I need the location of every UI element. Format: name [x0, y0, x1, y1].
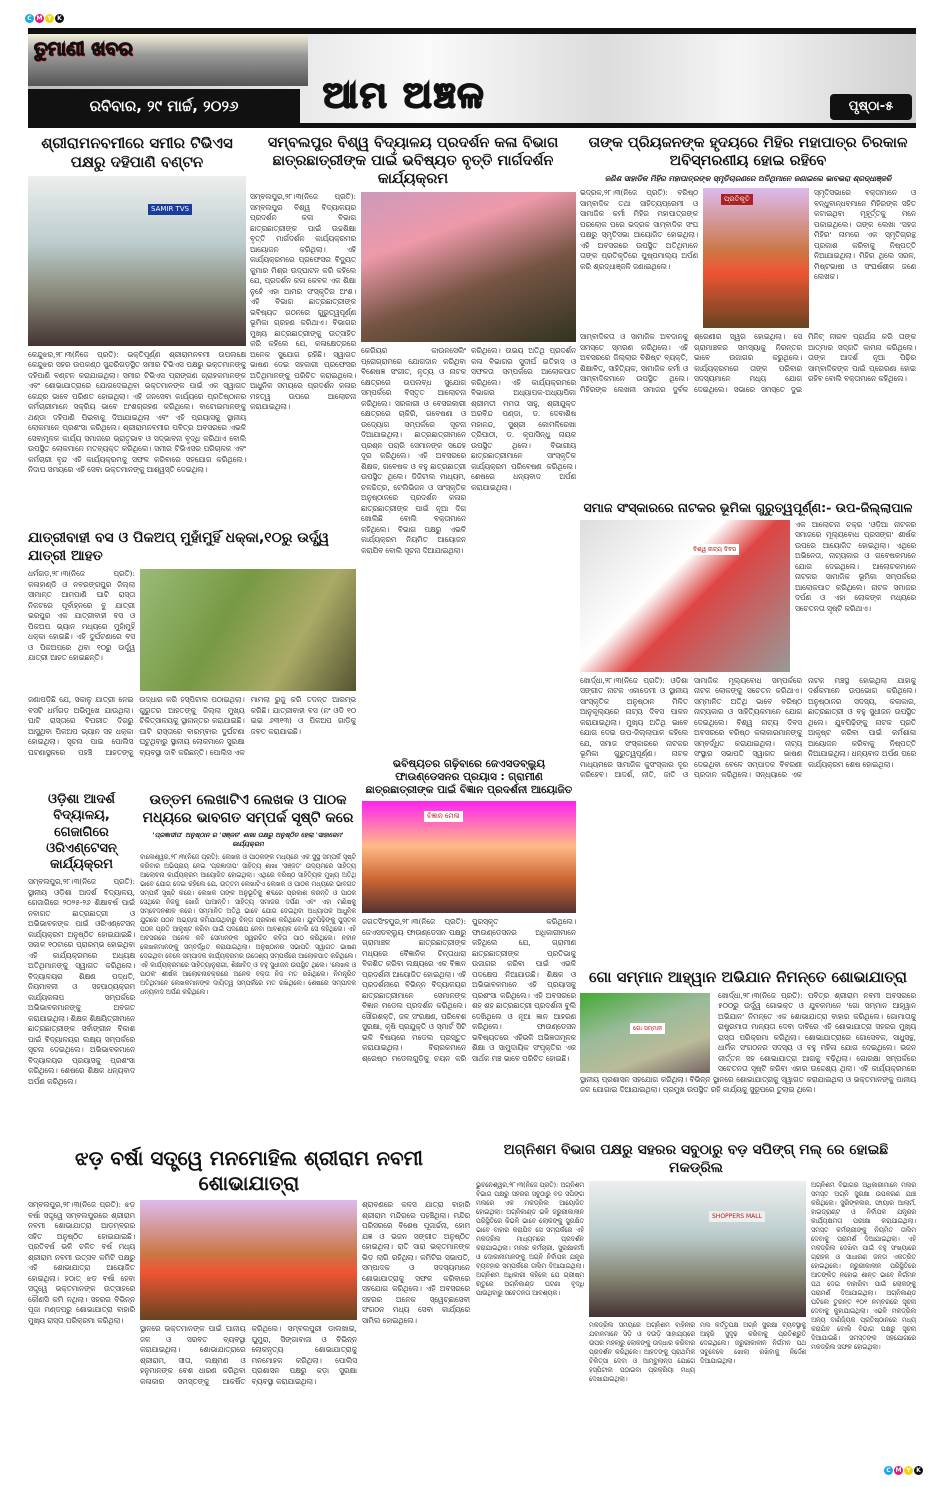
headline-go-samman: ଗୋ ସମ୍ମାନ ଆହ୍ୱାନ ଅଭିଯାନ ନିମନ୍ତେ ଶୋଭାଯାତ୍ରା — [589, 968, 907, 986]
subheadline-mihir: ଜଣିଶ ସାହାଡିକ ମିହିର ମହାପାତ୍ରଙ୍କ ସ୍ମୃତିଚାରଣରେ ଅତିଥିମାନେ ଜଣାଇଲେ ଭାବଭରା ଶ୍ରଦ୍ଧାଞ୍ଜଳି — [604, 174, 892, 184]
article-body-university-mid: କେରିୟର କାଉନସେଲିଂ ପ୍ରୋଗ୍ରାମରେ ଯୋଗଦାନ କରିଥିବା ବିଶେଷଜ୍ଞ ସଂଗୀତ, ନୃତ୍ୟ ଓ ନାଟକ କ୍ଷେତ୍ରରେ ଉପଲବ୍ଧ ସୁଯୋଗ ସମ୍ପର୍କରେ ବିସ୍ତୃତ ଆଲୋଚନା କରିଥିଲେ। ସରକାରୀ ଓ ବେସରକାରୀ କ୍ଷେତ୍ରରେ ଚାକିରି, ଗବେଷଣା ଓ ଉଦ୍ୟୋଗ ସମ୍ପର୍କରେ ସୂଚନା ଦିଆଯାଇଥିଲା। ଛାତ୍ରଛାତ୍ରୀମାନେ ପ୍ରଶ୍ନ ପଚାରି ସେମାନଙ୍କ ସନ୍ଦେହ ଦୂର କରିଥିଲେ। ଏହି ଅବସରରେ ଶିକ୍ଷକ, ଗବେଷକ ଓ ବହୁ ଛାତ୍ରଛାତ୍ରୀ ଉପସ୍ଥିତ ଥିଲେ। ଡିଜିଟାଲ ମାଧ୍ୟମ, ଚଳଚ୍ଚିତ୍ର, ଟେଲିଭିଜନ ଓ ସାଂସ୍କୃତିକ ଅନୁଷ୍ଠାନରେ ପ୍ରଦର୍ଶନ କଳାର ଛାତ୍ରଛାତ୍ରୀଙ୍କ ପାଇଁ ନୂଆ ଦିଗ ଖୋଲିଛି ବୋଲି ବକ୍ତାମାନେ କହିଥିଲେ। ବିଭାଗ ପକ୍ଷରୁ ଏଭଳି କାର୍ଯ୍ୟକ୍ରମ ନିୟମିତ ଆୟୋଜନ କରାଯିବ ବୋଲି ସୂଚନା ଦିଆଯାଇଥିଲା। — [361, 346, 466, 555]
article-body-social-reform-bottom: ଖୋର୍ଦ୍ଧା,୨୮।୩(ନିଜେ ପ୍ରତି): ଓଡ଼ିଶା ସଙ୍ଗୀତ ନାଟକ ଏକାଡେମୀ ଓ ସ୍ଥାନୀୟ ସାଂସ୍କୃତିକ ଅନୁଷ୍ଠାନ ମିଳିତ ଆନୁକୂଲ୍ୟରେ ନାଟ୍ୟ ଦିବସ ପାଳନ କରାଯାଇଥିଲା। ମୁଖ୍ୟ ଅତିଥି ଭାବେ ଯୋଗ ଦେଇ ଉପ-ଜିଲ୍ଲାପାଳ କହିଲେ ଯେ, ସମାଜ ସଂସ୍କାରରେ ନାଟକର ଭୂମିକା ଗୁରୁତ୍ୱପୂର୍ଣ୍ଣ। ନାଟକ ମାଧ୍ୟମରେ ସାମାଜିକ କୁସଂସ୍କାର ଦୂର କରିହେବ। ଆଦର୍ଶ, ନୀତି, ଜାତି ଓ ସାମାଜିକ ମୂଲ୍ୟବୋଧ ସମ୍ପର୍କରେ ନାଟକ ଲୋକଙ୍କୁ ସଚେତନ କରିଥାଏ। ସମ୍ମାନିତ ଅତିଥି ଭାବେ ବରିଷ୍ଠ ନାଟ୍ୟକାର ଓ ସାହିତ୍ୟିକମାନେ ଯୋଗ ଦେଇଥିଲେ। ବିଶ୍ୱ ନାଟ୍ୟ ଦିବସ ଅବସରରେ ବରିଷ୍ଠ କଳାକାରମାନଙ୍କୁ ସମ୍ବର୍ଦ୍ଧିତ କରାଯାଇଥିଲା। ନାଟ୍ୟ ସଂସ୍ଥାର ସଭାପତି ସ୍ୱାଗତ ଭାଷଣ ଦେଇଥିବା ବେଳେ ସମ୍ପାଦକ ବିବରଣୀ ପ୍ରଦାନ କରିଥିଲେ। ସନ୍ଧ୍ୟାରେ ଏକ ନାଟକ ମଞ୍ଚସ୍ଥ ହୋଇଥିଲା ଯାହାକୁ ଦର୍ଶକମାନେ ଉପଭୋଗ କରିଥିଲେ। ଅନୁଷ୍ଠାନର ସଦସ୍ୟ, କଳାକାର, ଛାତ୍ରଛାତ୍ରୀ ଓ ବହୁ ସୁଧୀଜନ ଉପସ୍ଥିତ ଥିଲେ। ଯୁବପିଢ଼ିଙ୍କୁ ନାଟକ ପ୍ରତି ଆକୃଷ୍ଟ କରିବା ପାଇଁ କର୍ମଶାଳା ଆୟୋଜନ କରିବାକୁ ନିଷ୍ପତ୍ତି ନିଆଯାଇଥିଲା। ଧନ୍ୟବାଦ ଅର୍ପଣ ପରେ କାର୍ଯ୍ୟକ୍ରମ ଶେଷ ହୋଇଥିଲା। — [580, 675, 916, 780]
article-ram-navami — [28, 1146, 470, 1458]
article-body-mihir-right: ସ୍ମୃତିସଭାରେ ବକ୍ତାମାନେ ଓ ବନ୍ଧୁବାନ୍ଧବମାନେ ମିହିରଙ୍କ ସହିତ କଟାଇଥିବା ମୂହୂର୍ତ୍ତକୁ ମନେ ପକାଇଥିଲେ। ତାଙ୍କ ଲେଖା 'ସହଜ ମିହିର' ନାମରେ ଏକ ସ୍ମୃତିଗ୍ରନ୍ଥ ପ୍ରକାଶ କରିବାକୁ ନିଷ୍ପତ୍ତି ନିଆଯାଇଥିଲା। ମିହିର ଥିଲେ ସରଳ, ମିଷ୍ଟଭାଷୀ ଓ ସଂଘର୍ଷଶୀଳ ଜଣେ ଲେଖକ। — [814, 188, 916, 282]
portrait-caption: ପ୍ରତିକୃତି — [721, 194, 753, 205]
article-science-fair — [362, 758, 576, 1142]
article-body-mihir-bottom: ସାମ୍ବାଦିକତା ଓ ସାମାଜିକ ଅବଦାନକୁ ସମସ୍ତେ ସ୍ମରଣ କରିଥିଲେ। ଏହି ଅବସରରେ ଜିଲ୍ଲାର ବିଶିଷ୍ଟ ବ୍ୟକ୍ତି, ଶିକ୍ଷାବିତ୍, ସାହିତ୍ୟିକ, ସାମାଜିକ କର୍ମୀ ଓ ସାମ୍ବାଦିକମାନେ ଉପସ୍ଥିତ ଥିଲେ। ମିହିରଙ୍କ ଲେଖନୀ ସମାଜର ଦୁର୍ବଳ ଶ୍ରେଣୀର ସ୍ୱର ହୋଇଥିଲା। ସେ ଗ୍ରାମାଞ୍ଚଳର ସମସ୍ୟାକୁ ନିରନ୍ତର ଭାବେ ଉଜାଗର କରୁଥିଲେ। କାର୍ଯ୍ୟକ୍ରମରେ ତାଙ୍କ ପରିବାର ସଦସ୍ୟମାନେ ମଧ୍ୟ ଯୋଗ ଦେଇଥିଲେ। ସଭାରେ ସମସ୍ତେ ଦୁଇ ମିନିଟ୍ ନୀରବ ପ୍ରାର୍ଥନା କରି ତାଙ୍କ ଆତ୍ମାର ସଦ୍‌ଗତି କାମନା କରିଥିଲେ। ତାଙ୍କ ଆଦର୍ଶ ନୂଆ ପିଢ଼ିର ସାମ୍ବାଦିକଙ୍କ ପାଇଁ ପ୍ରେରଣା ହୋଇ ରହିବ ବୋଲି ବକ୍ତାମାନେ କହିଥିଲେ। — [580, 332, 916, 394]
masthead: ତୁମାଣୀ ଖବର — [34, 38, 133, 60]
cyan-dot: C — [884, 1466, 893, 1475]
science-fair-banner: ବିଜ୍ଞାନ ମେଳା — [424, 811, 463, 822]
article-body-ram-navami-mid: ସ୍ଥାନରେ ଭକ୍ତମାନଙ୍କ ପାଇଁ ପାନୀୟ ଜଳ ଓ ସରବତ ବ୍ୟବସ୍ଥା କରାଯାଇଥିଲା। ଶୋଭାଯାତ୍ରାରେ ଶ୍ରୀରାମ, ସୀତା, ଲକ୍ଷ୍ମଣ ଓ ହନୁମାନଙ୍କ ବେଶ ଧାରଣ କରିଥିବା କଳାକାର ସମସ୍ତଙ୍କୁ ଆକର୍ଷିତ କରିଥିଲେ। ସମ୍ବଲପୁରୀ ଡାଲଖାଇ, ଘୁମୁରା, ସିଙ୍ଗାବାଜା ଓ ବିଭିନ୍ନ ଲୋକନୃତ୍ୟ ଶୋଭାଯାତ୍ରାକୁ ମନମୋହକ କରିଥିଲା। ପୋଲିସ ପ୍ରଶାସନ ପକ୍ଷରୁ କଡ଼ା ସୁରକ୍ଷା ବ୍ୟବସ୍ଥା କରାଯାଇଥିଲା। — [140, 1324, 357, 1386]
article-fire-mockdrill — [476, 1142, 916, 1458]
photo-drama-seminar — [580, 520, 790, 672]
photo-go-samman-rally — [580, 993, 710, 1073]
article-body-fire-left: ଭୁବନେଶ୍ୱର,୨୮।୩(ନିଜେ ପ୍ରତି): ଅଗ୍ନିଶମ ବିଭାଗ ପକ୍ଷରୁ ସହରର ସବୁଠାରୁ ବଡ଼ ସପିଙ୍ଗ ମଲରେ ଏକ ମକଡ୍ରିଲ ଆୟୋଜିତ ହୋଇଥିଲା। ଅଗ୍ନିକାଣ୍ଡ ଭଳି ଜରୁରୀକାଳୀନ ପରିସ୍ଥିତିରେ କିଭଳି ଭାବେ ଲୋକଙ୍କୁ ସୁରକ୍ଷିତ ଭାବେ ବାହାର କରାଯିବ ସେ ସମ୍ପର୍କରେ ଏହି ମକଡ୍ରିଲ ମାଧ୍ୟମରେ ପ୍ରଦର୍ଶନ କରାଯାଇଥିଲା। ମଲର କର୍ମଚାରୀ, ସୁରକ୍ଷାକର୍ମୀ ଓ ଦୋକାନୀମାନଙ୍କୁ ଅଗ୍ନି ନିର୍ବାପକ ଯନ୍ତ୍ର ବ୍ୟବହାର ସମ୍ପର୍କରେ ତାଲିମ ଦିଆଯାଇଥିଲା। ଅଗ୍ନିଶମ ଅଧିକାରୀ କହିଲେ ଯେ ଗ୍ରୀଷ୍ମ ଋତୁରେ ଅଗ୍ନିକାଣ୍ଡ ଘଟଣା ବୃଦ୍ଧି ପାଉଥିବାରୁ ସଚେତନତା ଆବଶ୍ୟକ। — [476, 1182, 584, 1297]
photo-samir-tvs-showroom — [28, 176, 246, 346]
article-body-writer-reader: ବାଲେଶ୍ୱର,୨୮।୩(ନିଜେ ପ୍ରତି): ଲେଖକ ଓ ପାଠକଙ୍କ ମଧ୍ୟରେ ଏକ ସୁସ୍ଥ ସମ୍ପର୍କ ସୃଷ୍ଟି କରିବାର ଅଭିପ୍ରାୟ ନେଇ 'ପ୍ରଜ୍ଞାଦୀପ' ସାହିତ୍ୟ ଶାଖା 'ସଞ୍ଜତ' ଉଦ୍ୟମରେ ସାହିତ୍ୟ ଆଲୋଚନା କାର୍ଯ୍ୟକ୍ରମ ଆୟୋଜିତ ହୋଇଥିଲା। ଏଥିରେ ବରିଷ୍ଠ ସାହିତ୍ୟିକ ମୁଖ୍ୟ ଅତିଥି ଭାବେ ଯୋଗ ଦେଇ କହିଲେ ଯେ, ଉତ୍ତମ ଲେଖାଟିଏ ଲେଖକ ଓ ପାଠକ ମଧ୍ୟରେ ଭାବଗତ ସମ୍ପର୍କ ସୃଷ୍ଟି କରେ। ଲେଖକ ତାଙ୍କ ଅନୁଭୂତିକୁ ଶବ୍ଦରେ ପ୍ରକାଶ କରନ୍ତି ଓ ପାଠକ ସେଥିରେ ନିଜକୁ ଖୋଜି ପାଆନ୍ତି। ସାହିତ୍ୟ ସମାଜର ଦର୍ପଣ ଏବଂ ଏହା ମଣିଷକୁ ସମ୍ବେଦନଶୀଳ କରେ। ସମ୍ମାନିତ ଅତିଥି ଭାବେ ଯୋଗ ଦେଇଥିବା ଅଧ୍ୟାପକ ଆଧୁନିକ ଯୁଗରେ ପଠନ ଅଭ୍ୟାସ କମିଯାଉଥିବାରୁ ଚିନ୍ତା ପ୍ରକାଶ କରିଥିଲେ। ଯୁବପିଢ଼ିଙ୍କୁ ପୁସ୍ତକ ପଠନ ପ୍ରତି ଆକୃଷ୍ଟ କରିବା ପାଇଁ ପଦକ୍ଷେପ ନେବା ଆବଶ୍ୟକ ବୋଲି ସେ କହିଥିଲେ। ଏହି ଅବସରରେ ଅନେକ କବି ସେମାନଙ୍କ ସ୍ୱରଚିତ କବିତା ପାଠ କରିଥିଲେ। ନବୀନ ଲେଖକମାନଙ୍କୁ ସମ୍ବର୍ଦ୍ଧିତ କରାଯାଇଥିଲା। ଅନୁଷ୍ଠାନର ସଭାପତି ସ୍ୱାଗତ ଭାଷଣ ଦେଇଥିବା ବେଳେ ସମ୍ପାଦକ କାର୍ଯ୍ୟକ୍ରମର ଉଦ୍ଦେଶ୍ୟ ସମ୍ପର୍କରେ ଆଲୋକପାତ କରିଥିଲେ। ଏହି କାର୍ଯ୍ୟକ୍ରମରେ ସାହିତ୍ୟାନୁରାଗୀ, ଶିକ୍ଷାବିତ୍ ଓ ବହୁ ସୁଧୀଜନ ଉପସ୍ଥିତ ଥିଲେ। 'ଲେଖକ ଓ ପାଠକ' ଶୀର୍ଷକ ଆଲୋଚନାଚକ୍ରରେ ଅନେକ ବକ୍ତା ନିଜ ମତ ରଖିଥିଲେ। ନିମନ୍ତ୍ରିତ ଅତିଥିମାନେ ଲେଖକମାନଙ୍କ ଦାୟିତ୍ୱ ସମ୍ପର୍କରେ ମତ ରଖିଥିଲେ। ଶେଷରେ ସମ୍ପାଦକ ଧନ୍ୟବାଦ ଅର୍ପଣ କରିଥିଲେ। — [140, 854, 356, 996]
article-body-social-reform-right: ଏକ ଆଲୋଚନା ଚକ୍ର 'ଓଡ଼ିଆ ନାଟକର ସମାଜରେ ମୂଲ୍ୟବୋଧ ପ୍ରସଙ୍ଗ' ଶୀର୍ଷକ ଉପରେ ଆୟୋଜିତ ହୋଇଥିଲା। ଏଥିରେ ଅଭିନେତା, ନାଟ୍ୟକାର ଓ ଗବେଷକମାନେ ଯୋଗ ଦେଇଥିଲେ। ଆଲୋଚକମାନେ ନାଟକର ସାମାଜିକ ଭୂମିକା ସମ୍ପର୍କରେ ଆଲୋକପାତ କରିଥିଲେ। ନାଟକ ସମାଜର ଦର୍ପଣ ଓ ଏହା ଲୋକଙ୍କ ମଧ୍ୟରେ ସଚେତନତା ସୃଷ୍ଟି କରିଥାଏ। — [795, 519, 916, 613]
photo-shopping-mall — [589, 1181, 806, 1317]
headline-writer-reader: ଉତ୍ତମ ଲେଖାଟିଏ ଲେଖକ ଓ ପାଠକ ମଧ୍ୟରେ ଭାବଗତ ସମ୍ପର୍କ ସୃଷ୍ଟି କରେ — [142, 792, 354, 826]
photo-ram-navami-procession — [140, 1200, 357, 1320]
article-bus-accident — [28, 530, 356, 786]
cmyk-print-mark-top — [25, 14, 64, 23]
headline-odisha-adarsha: ଓଡ଼ିଶା ଆଦର୍ଶ ବିଦ୍ୟାଳୟ, ଗେଜାଗିରେ ଓରିଏଣ୍ଟେସନ୍ କାର୍ଯ୍ୟକ୍ରମ — [46, 792, 117, 872]
cyan-dot: C — [25, 14, 34, 23]
issue-date: ରବିବାର, ୨୯ ମାର୍ଚ୍ଚ, ୨୦୨୬ — [28, 89, 300, 123]
article-body-science-fair: ଜଗତସିଂହପୁର,୨୮।୩(ନିଜେ ପ୍ରତି): ଜେଏସଡବ୍ଲ୍ୟୁ ଫାଉଣ୍ଡେସନ ପକ୍ଷରୁ ଗ୍ରାମାଞ୍ଚଳ ଛାତ୍ରଛାତ୍ରୀଙ୍କ ମଧ୍ୟରେ ବୈଜ୍ଞାନିକ ଚିନ୍ତାଧାରା ବିକଶିତ କରିବା ଲକ୍ଷ୍ୟରେ ଏକ ବିଜ୍ଞାନ ପ୍ରଦର୍ଶନୀ ଆୟୋଜିତ ହୋଇଥିଲା। ଏହି ପ୍ରଦର୍ଶନୀରେ ବିଭିନ୍ନ ବିଦ୍ୟାଳୟର ଛାତ୍ରଛାତ୍ରୀମାନେ ସେମାନଙ୍କ ବିଜ୍ଞାନ ମଡେଲ ପ୍ରଦର୍ଶନ କରିଥିଲେ। ସୌରଶକ୍ତି, ଜଳ ସଂରକ୍ଷଣ, ପରିବେଶ ସୁରକ୍ଷା, କୃଷି ପ୍ରଯୁକ୍ତି ଓ ସ୍ମାର୍ଟ ସିଟି ଭଳି ବିଷୟରେ ମଡେଲ ପ୍ରସ୍ତୁତ କରାଯାଇଥିଲା। ବିଚାରକମାନେ ଶ୍ରେଷ୍ଠ ମଡେଲଗୁଡ଼ିକୁ ଚୟନ କରି ପୁରସ୍କୃତ କରିଥିଲେ। ଫାଉଣ୍ଡେସନର ଅଧିକାରୀମାନେ କହିଥିଲେ ଯେ, ଗ୍ରାମୀଣ ଛାତ୍ରଛାତ୍ରୀଙ୍କ ପ୍ରତିଭାକୁ ଉଜାଗର କରିବା ପାଇଁ ଏଭଳି ପଦକ୍ଷେପ ନିଆଯାଉଛି। ଶିକ୍ଷକ ଓ ଅଭିଭାବକମାନେ ଏହି ପ୍ରୟାସକୁ ପ୍ରଶଂସା କରିଥିଲେ। ଏହି ଅବସରରେ ଶହ ଶହ ଛାତ୍ରଛାତ୍ରୀ ପ୍ରଦର୍ଶନୀ ବୁଲି ଦେଖିଥିଲେ ଓ ନୂଆ ଜ୍ଞାନ ଆହରଣ କରିଥିଲେ। ଫାଉଣ୍ଡେସନ ଭବିଷ୍ୟତରେ ଏହିଭଳି ଅଭିଜ୍ଞତାମୂଳକ ଶିକ୍ଷା ଓ ସାମୁଦାୟିକ ସଂପୃକ୍ତିର ଏକ ସାର୍ଥକ ମଞ୍ଚ ଭାବେ ପରିଚିତ ହୋଇଛି। — [362, 917, 576, 1063]
article-mihir — [580, 134, 916, 496]
article-body-samir-tvs: କେନ୍ଦୁଝର,୨୮।୩(ନିଜେ ପ୍ରତି): ଭକ୍ତିପୂର୍ଣ୍ଣ ଶ୍ରୀରାମନବମୀ ଉପଲକ୍ଷେ କେନ୍ଦୁଝର ସହର ଉପକଣ୍ଠ ସୁନ୍ଦରିଗଡ଼ସ୍ଥିତ ସମୀର ଟିଭିଏସ ପକ୍ଷରୁ ଭକ୍ତମାନଙ୍କୁ ଦହିପାଣି ବଣ୍ଟନ କରାଯାଇଥିଲା। ସମୀର ଟିଭିଏସ ପ୍ରାଙ୍ଗଣ ଗ୍ରାହକମାନଙ୍କ ଏବଂ ଶୋଭାଯାତ୍ରାରେ ଯୋଗଦେଇଥିବା ଭକ୍ତମାନଙ୍କ ପାଇଁ ଏକ ସ୍ୱାଗତ କେନ୍ଦ୍ର ଭାବେ ପରିଣତ ହୋଇଥିଲା। ଏହି ଜନସେବା କାର୍ଯ୍ୟରେ ପ୍ରତିଷ୍ଠାନର କର୍ମଚାରୀମାନେ ସକ୍ରିୟ ଭାବେ ଅଂଶଗ୍ରହଣ କରିଥିଲେ। ବାଟୋଇମାନଙ୍କୁ ଥଣ୍ଡା ଦହିପାଣି ପିଇବାକୁ ଦିଆଯାଇଥିଲା ଏବଂ ଏହି ପ୍ରୟାସକୁ ସ୍ଥାନୀୟ ଲୋକମାନେ ପ୍ରଶଂସା କରିଥିଲେ। ଶ୍ରୀରାମନବମୀର ପବିତ୍ର ଅବସରରେ ଏଭଳି ସେବାମୂଳକ କାର୍ଯ୍ୟ ସମାଜରେ ଭ୍ରାତୃଭାବ ଓ ସଦ୍ଭାବନା ବୃଦ୍ଧି କରିଥାଏ ବୋଲି ଉପସ୍ଥିତ ଲୋକମାନେ ମତବ୍ୟକ୍ତ କରିଥିଲେ। ସମୀର ଟିଭିଏସର ପରିଚାଳକ ଏବଂ କର୍ମଚାରୀ ବୃନ୍ଦ ଏହି କାର୍ଯ୍ୟକ୍ରମକୁ ସଫଳ କରିବାରେ ସହଯୋଗ କରିଥିଲେ। ନିଦାଘ ସମୟରେ ଏହି ସେବା ଭକ୍ତମାନଙ୍କୁ ଆଶ୍ୱସ୍ତି ଦେଇଥିଲା। — [28, 349, 246, 474]
cmyk-print-mark-bottom — [884, 1466, 923, 1475]
page-number: ପୃଷ୍ଠା-୫ — [830, 94, 912, 120]
showroom-sign: SAMIR TVS — [148, 204, 192, 215]
article-body-fire-right: ଅଗ୍ନିଶମ ବିଭାଗର ଅଧିକାରୀମାନେ ମଲର ସମସ୍ତ ଅଗ୍ନି ସୁରକ୍ଷା ଉପକରଣ ଯାଞ୍ଚ କରିଥିଲେ। ସ୍ପ୍ରିଙ୍କଲର, ଫାୟାର ଆଲାର୍ମ, ହାଇଡ୍ରାଣ୍ଟ ଓ ନିର୍ବାପକ ଯନ୍ତ୍ରର କାର୍ଯ୍ୟକ୍ଷମତା ପରୀକ୍ଷା କରାଯାଇଥିଲା। ସମସ୍ତ କର୍ମଚାରୀଙ୍କୁ ନିୟମିତ ତାଲିମ ଦେବାକୁ ପରାମର୍ଶ ଦିଆଯାଇଥିଲା। ଏହି ମକଡ୍ରିଲ ଦେଖିବା ପାଇଁ ବହୁ ସଂଖ୍ୟାରେ ଗ୍ରାହକ ଓ ସାଧାରଣ ଜନତା ଏକତ୍ରିତ ହୋଇଥିଲେ। ଜରୁରୀକାଳୀନ ପରିସ୍ଥିତିରେ ଆତଙ୍କିତ ନହୋଇ ଶାନ୍ତ ଭାବେ ନିର୍ଗମନ ପଥ ଦେଇ ବାହାରିବା ପାଇଁ ଲୋକଙ୍କୁ ପରାମର୍ଶ ଦିଆଯାଇଥିଲା। ଅଗ୍ନିକାଣ୍ଡ ଘଟିଲେ ତୁରନ୍ତ ୧୦୧ ନମ୍ବରରେ ସୂଚନା ଦେବାକୁ କୁହାଯାଇଥିଲା। ଏଭଳି ମକଡ୍ରିଲ ଅନ୍ୟ ବାଣିଜ୍ୟିକ ପ୍ରତିଷ୍ଠାନରେ ମଧ୍ୟ କରାଯିବ ବୋଲି ବିଭାଗ ପକ୍ଷରୁ ସୂଚନା ଦିଆଯାଇଛି। ସମସ୍ତଙ୍କ ସହଯୋଗରେ ମକଡ୍ରିଲ ସଫଳ ହୋଇଥିଲା। — [811, 1182, 916, 1351]
article-body-bus-bottom: ଜଣାପଡ଼ିଛି ଯେ, ସକାଳୁ ଯାତ୍ରୀ ନେଇ ବସଟି ଧର୍ମଗଡ଼ ଅଭିମୁଖେ ଯାଉଥିଲା। ଘାଟି ରାସ୍ତାରେ ବିପରୀତ ଦିଗରୁ ଆସୁଥିବା ପିକଅପ ଭ୍ୟାନ ସହ ଧକ୍କା ହୋଇଥିଲା। ସୂଚନା ପାଇ ପୋଲିସ ଘଟଣାସ୍ଥଳରେ ପହଞ୍ଚି ଆହତଙ୍କୁ ଉଦ୍ଧାର କରି ହସ୍ପିଟାଲ ପଠାଇଥିଲା। ଗୁରୁତର ଆହତଙ୍କୁ ଜିଲ୍ଲା ମୁଖ୍ୟ ଚିକିତ୍ସାଳୟକୁ ସ୍ଥାନାନ୍ତର କରାଯାଇଛି। ଘାଟି ରାସ୍ତାରେ ବାରମ୍ବାର ଦୁର୍ଘଟଣା ଘଟୁଥିବାରୁ ସ୍ଥାନୀୟ ଲୋକମାନେ ସୁରକ୍ଷା ବ୍ୟବସ୍ଥା ଦାବି କରିଛନ୍ତି। ପୋଲିସ ଏକ ମାମଲା ରୁଜୁ କରି ତଦନ୍ତ ଆରମ୍ଭ କରିଛି। ଯାତ୍ରୀବାହୀ ବସ (ନଂ ଓଡି ୧୦ ଇଇ ୬୩୧୩) ଓ ପିକଅପ ଗାଡ଼ିକୁ ଜବତ କରାଯାଇଛି। — [28, 695, 356, 757]
yellow-dot: Y — [904, 1466, 913, 1475]
article-writer-reader — [140, 792, 356, 1142]
black-dot: K — [55, 14, 64, 23]
article-body-university-right: କରିଥିଲେ। ଉଭୟ ଅତିଥି ପ୍ରଦର୍ଶନ କଳା ବିଭାଗର ସୁଦୀର୍ଘ ଇତିହାସ ଓ ସଫଳତା ସମ୍ପର୍କରେ ଆଲୋକପାତ କରିଥିଲେ। ଏହି କାର୍ଯ୍ୟକ୍ରମରେ ବିଭାଗର ଅଧ୍ୟାପକ-ଅଧ୍ୟାପିକା ଶ୍ରୀମତୀ ମମତା ସାହୁ, ଶ୍ରୀଯୁକ୍ତ ଅରବିନ୍ଦ ପଣ୍ଡା, ଡ. ଦେବାଶିଷ ମହାନନ୍ଦ, ସୁଶ୍ରୀ କୋମଳିରେଖା ତ୍ରିପାଠୀ, ଡ. କୃପାସିନ୍ଧୁ ନାୟକ ଉପସ୍ଥିତ ଥିଲେ। ବିଭାଗୀୟ ଛାତ୍ରଛାତ୍ରୀମାନେ ସାଂସ୍କୃତିକ କାର୍ଯ୍ୟକ୍ରମ ପରିବେଷଣ କରିଥିଲେ। ଶେଷରେ ଧନ୍ୟବାଦ ଅର୍ପଣ କରାଯାଇଥିଲା। — [471, 346, 576, 492]
article-body-mihir-left: ଭଦ୍ରକ,୨୮।୩(ନିଜେ ପ୍ରତି): ବରିଷ୍ଠ ସାମ୍ବାଦିକ ତଥା ସାହିତ୍ୟପ୍ରେମୀ ଓ ସାମାଜିକ କର୍ମୀ ମିହିର ମହାପାତ୍ରଙ୍କ ପରଲୋକ ପରେ ଭଦ୍ରକ ସାମ୍ବାଦିକ ସଂଘ ପକ୍ଷରୁ ସ୍ମୃତିସଭା ଆୟୋଜିତ ହୋଇଥିଲା। ଏହି ଅବସରରେ ଉପସ୍ଥିତ ଅତିଥିମାନେ ତାଙ୍କ ପ୍ରତିକୃତିରେ ପୁଷ୍ପମାଲ୍ୟ ଅର୍ପଣ କରି ଶ୍ରଦ୍ଧାଞ୍ଜଳି ଜଣାଇଥିଲେ। — [580, 188, 698, 271]
headline-bus-accident: ଯାତ୍ରୀବାହୀ ବସ ଓ ପିକଅପ୍ ମୁହାଁମୁହିଁ ଧକ୍କା,୧୦ରୁ ଉର୍ଦ୍ଧ୍ୱ ଯାତ୍ରୀ ଆହତ — [28, 530, 330, 564]
magenta-dot: M — [895, 1467, 902, 1474]
article-body-fire-mid: ମକଡ୍ରିଲ ସମୟରେ ଅଗ୍ନିଶମ ବାହିନୀର ଯବାନମାନେ ସିଡ଼ି ଓ ଦଉଡ଼ି ସାହାଯ୍ୟରେ ଉପର ମହଲାରୁ ଲୋକଙ୍କୁ ଉଦ୍ଧାର କରିବାର ପ୍ରଦର୍ଶନ କରିଥିଲେ। ଆହତଙ୍କୁ ପ୍ରାଥମିକ ଚିକିତ୍ସା ଦେବା ଓ ଆମ୍ବୁଲାନ୍ସ ଯୋଗେ ହସ୍ପିଟାଲ ପଠାଇବା ପ୍ରକ୍ରିୟା ମଧ୍ୟ ଦେଖାଯାଇଥିଲା। — [589, 1322, 695, 1383]
go-samman-banner: ଗୋ ସମ୍ମାନ — [630, 1023, 665, 1034]
article-body-bus-left: ଧର୍ମଗଡ଼,୨୮।୩(ନିଜେ ପ୍ରତି): କଳାହାଣ୍ଡି ଓ ନବରଙ୍ଗପୁର ଜିଲ୍ଲା ସୀମାନ୍ତ ଆମପାଣି ଘାଟି ରାସ୍ତା ନିକଟରେ ପୂର୍ବାହ୍ନରେ ବୁ ଯାତ୍ରୀ ଭରପୁର ଏକ ଯାତ୍ରୀବାହୀ ବସ ଓ ପିକଅପ ଭ୍ୟାନ ମଧ୍ୟରେ ମୁହାଁମୁହିଁ ଧକ୍କା ହୋଇଛି। ଏହି ଦୁର୍ଘଟଣାରେ ବସ ଓ ପିକଅପରେ ଥିବା ୧୦ରୁ ଊର୍ଦ୍ଧ୍ୱ ଯାତ୍ରୀ ଆହତ ହୋଇଛନ୍ତି। — [28, 569, 135, 662]
headline-fire-mockdrill: ଅଗ୍ନିଶମ ବିଭାଗ ପକ୍ଷରୁ ସହରର ସବୁଠାରୁ ବଡ଼ ସପିଙ୍ଗ୍ ମଲ୍ ରେ ହୋଇଛି ମକଡ୍ରିଲ — [503, 1142, 889, 1176]
magenta-dot: M — [36, 15, 43, 22]
headline-science-fair: ଭବିଷ୍ୟତର ଗଢ଼ିବାରେ ଜେଏସଡବ୍ଲ୍ୟୁ ଫାଉଣ୍ଡେସନର ପ୍ରୟାସ : ଗ୍ରାମୀଣ ଛାତ୍ରଛାତ୍ରୀଙ୍କ ପାଇଁ ବିଜ୍ଞାନ ପ୍ରଦର୍ଶନୀ ଆୟୋଜିତ — [365, 758, 573, 797]
drama-banner: ବିଶ୍ୱ ନାଟ୍ୟ ଦିବସ — [690, 544, 739, 555]
article-body-university-left: ସମ୍ବଲପୁର,୨୮।୩(ନିଜେ ପ୍ରତି): ସମ୍ବଲପୁର ବିଶ୍ୱ ବିଦ୍ୟାଳୟର ପ୍ରଦର୍ଶନ କଳା ବିଭାଗ ଛାତ୍ରଛାତ୍ରୀଙ୍କ ପାଇଁ ଉଚ୍ଚଶିକ୍ଷା ବୃତ୍ତି ମାର୍ଗଦର୍ଶନ କାର୍ଯ୍ୟକ୍ରମର ଆୟୋଜନ କରିଥିଲା। ଏହି କାର୍ଯ୍ୟକ୍ରମରେ ପ୍ରଫେସର ବିଦ୍ୟୁତ୍ କୁମାର ମିଶ୍ର ଉଦ୍‌ଘାଟନ କରି କହିଲେ ଯେ, ପ୍ରଦର୍ଶନ କଳା କେବଳ ଏକ ଶିକ୍ଷା ନୁହେଁ ଏହା ଆମର ସଂସ୍କୃତିର ଅଂଶ। ଏହି ବିଭାଗ ଛାତ୍ରଛାତ୍ରୀଙ୍କ ଭବିଷ୍ୟତ ଗଠନରେ ଗୁରୁତ୍ୱପୂର୍ଣ୍ଣ ଭୂମିକା ଗ୍ରହଣ କରିଥାଏ। ବିଭାଗର ମୁଖ୍ୟ ଛାତ୍ରଛାତ୍ରୀଙ୍କୁ ଉତ୍ସାହିତ କରି କହିଲେ ଯେ, କଳାକ୍ଷେତ୍ରରେ ଅନେକ ସୁଯୋଗ ରହିଛି। ସ୍ୱାଗତ ଭାଷଣ ଦେଇ ସହକାରୀ ପ୍ରଫେସର ଅତିଥିମାନଙ୍କୁ ପରିଚିତ କରାଇଥିଲେ। ଆଧୁନିକ ସମୟରେ ପ୍ରଦର୍ଶନ କଳାର ମହତ୍ୱ ଉପରେ ଆଲୋଚନା କରାଯାଇଥିଲା। — [250, 192, 356, 412]
photo-university-group — [361, 192, 576, 342]
article-go-samman-content — [580, 991, 916, 1138]
photo-bus-accident — [140, 569, 356, 691]
yellow-dot: Y — [45, 14, 54, 23]
article-body-go-samman: ଖୋର୍ଦ୍ଧା,୨୮।୩(ନିଜେ ପ୍ରତି): ପବିତ୍ର ଶ୍ରୀରାମ ନବମୀ ଅବସରରେ ୫୦୦ରୁ ଉର୍ଦ୍ଧ୍ୱ ଗୋଭକ୍ତ ଓ ଯୁବକମାନେ 'ଗୋ ସମ୍ମାନ ଆହ୍ୱାନ ଅଭିଯାନ' ନିମନ୍ତେ ଏକ ଶୋଭାଯାତ୍ରା ବାହାର କରିଥିଲେ। ଗୋମାତାକୁ ରାଷ୍ଟ୍ରମାତା ମାନ୍ୟତା ଦେବା ଦାବିରେ ଏହି ଶୋଭାଯାତ୍ରା ସହରର ମୁଖ୍ୟ ରାସ୍ତା ପରିକ୍ରମା କରିଥିଲା। ଶୋଭାଯାତ୍ରାରେ ଗୋସେବକ, ସାଧୁସନ୍ଥ, ଧାର୍ମିକ ସଂଗଠନର ସଦସ୍ୟ ଓ ବହୁ ମହିଳା ଯୋଗ ଦେଇଥିଲେ। ଭଜନ କୀର୍ତ୍ତନ ସହ ଶୋଭାଯାତ୍ରା ଆଗକୁ ବଢ଼ିଥିଲା। ଗୋରକ୍ଷା ସମ୍ପର୍କରେ ସଚେତନତା ସୃଷ୍ଟି କରିବା ଏହାର ଉଦ୍ଦେଶ୍ୟ ଥିଲା। ଏହି କାର୍ଯ୍ୟକ୍ରମରେ ସ୍ଥାନୀୟ ପ୍ରଶାସନ ସହଯୋଗ କରିଥିଲା। ବିଭିନ୍ନ ସ୍ଥାନରେ ଶୋଭାଯାତ୍ରାକୁ ସ୍ୱାଗତ କରାଯାଇଥିଲା ଓ ଭକ୍ତମାନଙ୍କୁ ପାନୀୟ ଜଳ ଯୋଗାଇ ଦିଆଯାଇଥିଲା। ପ୍ରମୁଖ ଉପସ୍ଥିତ ରହି କାର୍ଯ୍ୟକୁ ସୁରୂପରେ ତୁଲାଇ ଥିଲେ। — [580, 990, 916, 1095]
article-samir-tvs — [28, 134, 246, 526]
headline-university: ସମ୍ବଲପୁର ବିଶ୍ୱ ବିଦ୍ୟାଳୟ ପ୍ରଦର୍ଶନ କଳା ବିଭାଗ ଛାତ୍ରଛାତ୍ରୀଙ୍କ ପାଇଁ ଭବିଷ୍ୟତ ବୃତ୍ତି ମାର୍ଗଦର୍ଶନ କାର୍ଯ୍ୟକ୍ରମ — [267, 135, 559, 188]
headline-mihir: ତାଙ୍କ ପ୍ରିୟଜନଙ୍କ ହୃଦୟରେ ମିହିର ମହାପାତ୍ର ଚିରକାଳ ଅବିସ୍ମରଣୀୟ ହୋଇ ରହିବେ — [588, 135, 908, 170]
page-header — [28, 28, 916, 128]
article-social-reform — [580, 500, 916, 964]
article-go-samman — [580, 968, 916, 1138]
mall-sign: SHOPPERS MALL — [709, 1211, 765, 1222]
section-title: ଆମ ଅଞ୍ଚଳ — [323, 75, 486, 116]
article-body-odisha-adarsha: ସମ୍ବଲପୁର,୨୮।୩(ନିଜେ ପ୍ରତି): ସ୍ଥାନୀୟ ଓଡ଼ିଶା ଆଦର୍ଶ ବିଦ୍ୟାଳୟ, ଗେଜାଗିରେ ୨୦୨୫-୨୬ ଶିକ୍ଷାବର୍ଷ ପାଇଁ ନବାଗତ ଛାତ୍ରଛାତ୍ରୀ ଓ ଅଭିଭାବକଙ୍କ ପାଇଁ ଓରିଏଣ୍ଟେସନ୍ କାର୍ଯ୍ୟକ୍ରମ ଅନୁଷ୍ଠିତ ହୋଇଯାଇଛି। ସକାଳ ୧୦ଟାରେ ପ୍ରାରମ୍ଭ ହୋଇଥିବା ଏହି କାର୍ଯ୍ୟକ୍ରମରେ ଅଧ୍ୟକ୍ଷ ଅତିଥିମାନଙ୍କୁ ସ୍ୱାଗତ କରିଥିଲେ। ବିଦ୍ୟାଳୟର ଶିକ୍ଷଣ ପଦ୍ଧତି, ନିୟମାବଳୀ ଓ ସହପାଠ୍ୟକ୍ରମ କାର୍ଯ୍ୟକଳାପ ସମ୍ପର୍କରେ ଅଭିଭାବକମାନଙ୍କୁ ଅବଗତ କରାଯାଇଥିଲା। ଶିକ୍ଷକ ଶିକ୍ଷୟିତ୍ରୀମାନେ ଛାତ୍ରଛାତ୍ରୀଙ୍କ ସର୍ବାଙ୍ଗୀନ ବିକାଶ ପାଇଁ ବିଦ୍ୟାଳୟର ଲକ୍ଷ୍ୟ ସମ୍ପର୍କରେ ସୂଚନା ଦେଇଥିଲେ। ଅଭିଭାବକମାନେ ବିଦ୍ୟାଳୟର ପ୍ରୟାସକୁ ପ୍ରଶଂସା କରିଥିଲେ। ଶେଷରେ ଶିକ୍ଷକ ଧନ୍ୟବାଦ ଅର୍ପଣ କରିଥିଲେ। — [28, 877, 135, 1086]
photo-science-fair — [362, 801, 576, 913]
article-body-ram-navami-left: ସମ୍ବଲପୁର,୨୮।୩(ନିଜେ ପ୍ରତି): ଝଡ଼ ବର୍ଷା ସତ୍ତ୍ୱେ ସମ୍ବଲପୁରରେ ଶ୍ରୀରାମ ନବମୀ ଶୋଭାଯାତ୍ରା ଆଡ଼ମ୍ବରର ସହିତ ଅନୁଷ୍ଠିତ ହୋଇଯାଇଛି। ପ୍ରତିବର୍ଷ ଭଳି ଚଳିତ ବର୍ଷ ମଧ୍ୟ ଶ୍ରୀରାମ ନବମୀ ଉତ୍ସବ କମିଟି ପକ୍ଷରୁ ଏହି ଶୋଭାଯାତ୍ରା ଆୟୋଜିତ ହୋଇଥିଲା। ହଠାତ୍ ଝଡ଼ ବର୍ଷା ହେବା ସତ୍ତ୍ୱେ ଭକ୍ତମାନଙ୍କ ଉତ୍ସାହରେ କୌଣସି କମି ନଥିଲା। ସହରର ବିଭିନ୍ନ ପୂଜା ମଣ୍ଡପରୁ ଶୋଭାଯାତ୍ରା ବାହାରି ମୁଖ୍ୟ ରାସ୍ତା ପରିକ୍ରମା କରିଥିଲା। — [28, 1200, 135, 1325]
article-body-fire-mid2: ମଲ କର୍ତ୍ତୃପକ୍ଷ ଅଗ୍ନି ସୁରକ୍ଷା ବ୍ୟବସ୍ଥାକୁ ଆହୁରି ସୁଦୃଢ଼ କରିବାକୁ ପ୍ରତିଶ୍ରୁତି ଦେଇଥିଲେ। ଜରୁରୀକାଳୀନ ନିର୍ଗମନ ପଥ ସବୁବେଳେ ଖୋଲା ରଖିବାକୁ ନିର୍ଦ୍ଦେଶ ଦିଆଯାଇଥିଲା। — [700, 1322, 806, 1365]
article-odisha-adarsha — [28, 792, 135, 1142]
headline-samir-tvs: ଶ୍ରୀରାମନବମୀରେ ସମୀର ଟିଭିଏସ ପକ୍ଷରୁ ଦହିପାଣି ବଣ୍ଟନ — [41, 134, 233, 171]
black-dot: K — [914, 1466, 923, 1475]
photo-mihir-portrait — [703, 188, 809, 328]
headline-social-reform: ସମାଜ ସଂସ୍କାରରେ ନାଟକର ଭୂମିକା ଗୁରୁତ୍ୱପୂର୍ଣ୍ଣ:- ଉପ-ଜିଲ୍ଲାପାଳ — [583, 500, 913, 515]
subheadline-writer-reader: 'ପ୍ରଜ୍ଞାଦୀପ' ଅନୁଷ୍ଠାନ ର 'ସଞ୍ଜତ' ଶାଖା ପକ୍ଷରୁ ଅନୁଷ୍ଠିତ ହେଲା 'ସାହାଜେମ' କାର୍ଯ୍ୟକ୍ରମ — [152, 831, 344, 848]
headline-ram-navami: ଝଡ଼ ବର୍ଷା ସତ୍ତ୍ୱେ ମନମୋହିଲ ଶ୍ରୀରାମ ନବମୀ ଶୋଭାଯାତ୍ରା — [75, 1146, 423, 1195]
article-body-ram-navami-right: ଶ୍ରାବଣରେ କଳସ ଯାତ୍ରା ବାହାରି ଶ୍ରୀରାମ ମନ୍ଦିରରେ ପହଞ୍ଚିଥିଲା। ମନ୍ଦିର ପରିସରରେ ବିଶେଷ ପୂଜାର୍ଚ୍ଚନା, ହୋମ ଯଜ୍ଞ ଓ ଭଜନ ସଙ୍ଗୀତ ଅନୁଷ୍ଠିତ ହୋଇଥିଲା। ରାତି ସାରା ଭକ୍ତମାନଙ୍କ ଭିଡ଼ ଲାଗି ରହିଥିଲା। କମିଟିର ସଭାପତି, ସମ୍ପାଦକ ଓ ସଦସ୍ୟମାନେ ଶୋଭାଯାତ୍ରାକୁ ସଫଳ କରିବାରେ ସହଯୋଗ କରିଥିଲେ। ଏହି ଅବସରରେ ସହରର ଅନେକ ସ୍ୱେଚ୍ଛାସେବୀ ସଂଗଠନ ମଧ୍ୟ ସେବା କାର୍ଯ୍ୟରେ ସାମିଲ ହୋଇଥିଲେ। — [362, 1200, 470, 1325]
